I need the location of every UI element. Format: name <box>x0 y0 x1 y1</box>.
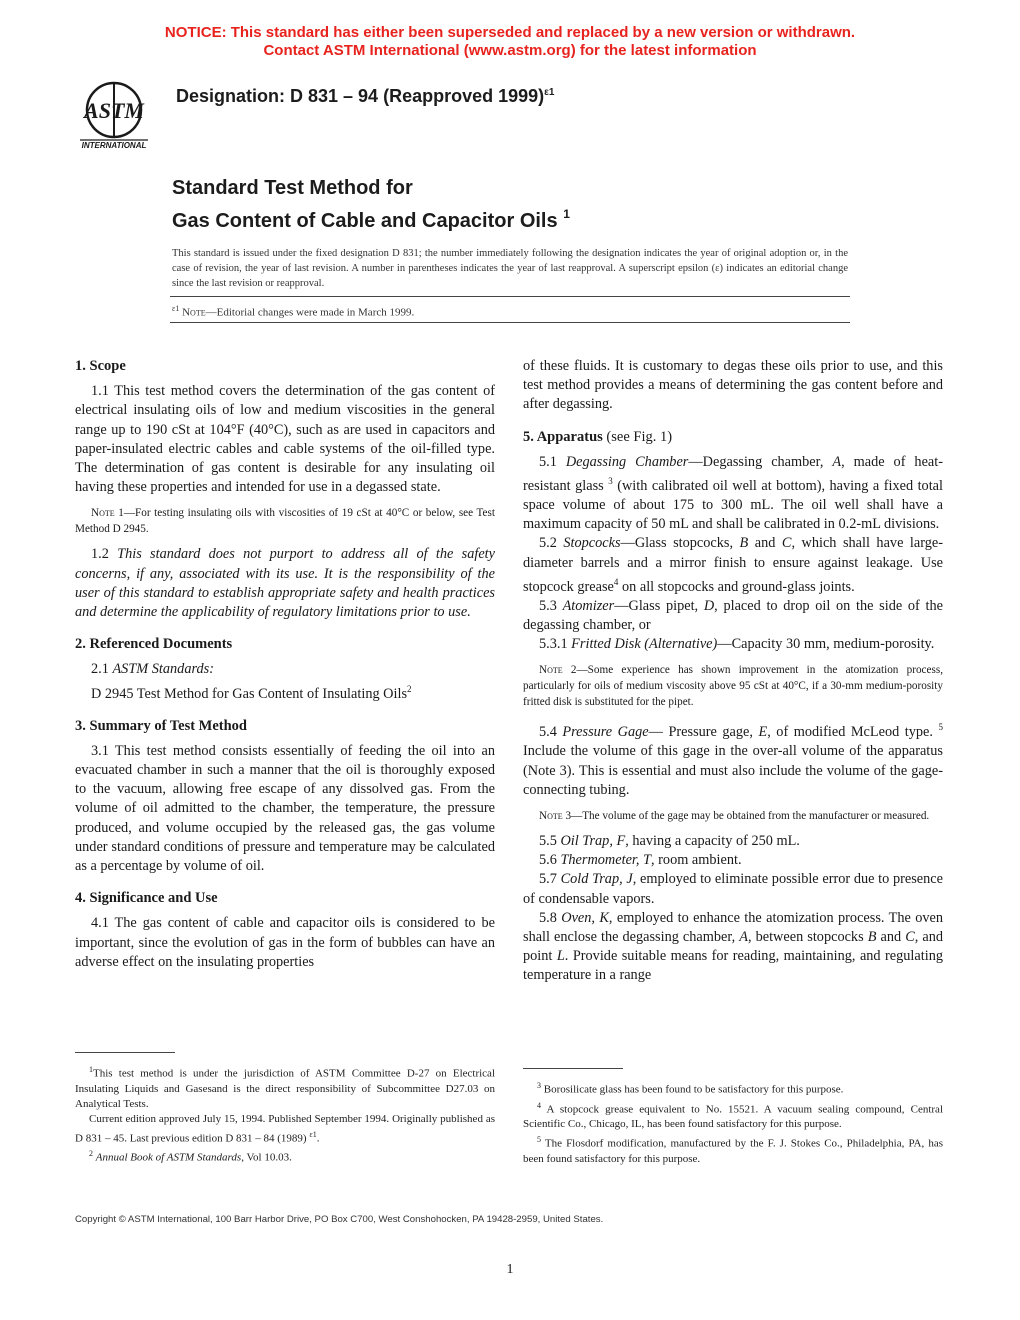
section-5-4-b: , of modified McLeod type. <box>767 724 939 741</box>
section-5-4 <box>523 718 943 800</box>
notice-line-1: NOTICE: This standard has either been superseded and replaced by a new version or withdrawn. <box>164 24 856 41</box>
section-2-1-num: 2.1 <box>91 661 113 678</box>
section-5-7-term: Cold Trap, J <box>560 871 633 888</box>
section-5-2-sup: 4 <box>613 576 619 587</box>
section-1-1: 1.1 This test method covers the determination of the gas content of electrical insulating oils of low and medium viscosities in the general range up to 190 cSt at 104°F (40°C), such as are used in capacitors and paper-insulated electric cables and cable systems of the oil-filled type. The determination of gas content is desirable for any insulating oil having these properties and intended for use in a degassed state. <box>75 383 495 496</box>
footnote-rule-right <box>523 1068 623 1069</box>
footnotes-left <box>75 1062 495 1166</box>
section-5-heading-text: 5. Apparatus <box>523 428 603 445</box>
section-5-5-term: Oil Trap, F <box>560 832 626 849</box>
section-5-2-a: —Glass stopcocks, <box>620 535 740 552</box>
section-5-2-var-b: B <box>739 535 749 552</box>
footnote-2 <box>75 1146 495 1166</box>
section-5-6-a: , room ambient. <box>651 852 742 869</box>
section-1-2-num: 1.2 <box>91 546 118 563</box>
designation-sup: ε1 <box>544 87 555 98</box>
footnote-4-text: A stopcock grease equivalent to No. 15521. A vacuum sealing compound, Central Scientific Co., Chicago, IL, has been found satisfactory for this purpose. <box>523 1103 943 1131</box>
footnote-5-text: The Flosdorf modification, manufactured by the F. J. Stokes Co., Philadelphia, PA, has been found satisfactory for this purpose. <box>523 1137 943 1165</box>
section-5-8-d: . Provide suitable means for reading, maintaining, and regulating temperature in a range <box>523 948 943 984</box>
footnote-5 <box>523 1132 943 1167</box>
footnote-3-text: Borosilicate glass has been found to be satisfactory for this purpose. <box>541 1083 844 1096</box>
section-5-3-var: D <box>703 597 715 614</box>
section-5-7 <box>523 870 943 908</box>
copyright-line: Copyright © ASTM International, 100 Barr Harbor Drive, PO Box C700, West Conshohocken, PA 19428-2959, United States. <box>75 1214 604 1225</box>
section-5-heading <box>523 428 943 447</box>
reference-d2945-sup: 2 <box>407 683 412 694</box>
section-5-2-term: Stopcocks <box>563 535 621 552</box>
footnote-4 <box>523 1098 943 1133</box>
footnote-3 <box>523 1078 943 1098</box>
section-5-3-1-a: —Capacity 30 mm, medium-porosity. <box>717 636 935 653</box>
section-5-3-1 <box>523 635 943 654</box>
footnote-1 <box>75 1062 495 1112</box>
note-2 <box>523 662 943 710</box>
section-5-3-1-term: Fritted Disk (Alternative) <box>571 636 718 653</box>
astm-logo <box>64 76 164 152</box>
section-5-8-term: Oven, K <box>561 909 609 926</box>
logo-subtext: INTERNATIONAL <box>81 141 147 150</box>
section-4-1: 4.1 The gas content of cable and capacitor oils is considered to be important, since the evolution of gas in the form of bubbles can have an adverse effect on the insulating properties <box>75 915 495 970</box>
section-3-1: 3.1 This test method consists essentially of feeding the oil into an evacuated chamber in such a manner that the oil is thoroughly exposed to the vacuum, allowing free escape of any dissolved gas. From the volume of oil admitted to the chamber, the temperature, the pressure produced, and volume occupied by the released gas, the gas volume under standard conditions of pressure and temperature may be calculated as a percentage by volume of oil. <box>75 742 495 875</box>
section-5-4-num: 5.4 <box>539 724 563 741</box>
footnote-1-sup: 1 <box>89 1065 93 1074</box>
footnote-5-sup: 5 <box>537 1135 541 1145</box>
section-1-2-text: This standard does not purport to address all of the safety concerns, if any, associated with its use. It is the responsibility of the user of this standard to establish appropriate safety and health practices and determine the applicability of regulatory limitations prior to use. <box>75 546 495 621</box>
section-5-1 <box>523 453 943 535</box>
section-5-4-c: Include the volume of this gage in the over-all volume of the apparatus (Note 3). This is essential and must also include the volume of the gage-connecting tubing. <box>523 743 943 798</box>
footnote-1b-text: Current edition approved July 15, 1994. Published September 1994. Originally published as D 831 – 45. Last previous edition D 831 – 84 (1989) <box>75 1112 495 1145</box>
astm-logo-mark <box>64 76 164 152</box>
footnote-4-sup: 4 <box>537 1100 541 1110</box>
header-rule-top <box>170 296 850 297</box>
section-2-heading: 2. Referenced Documents <box>75 636 233 653</box>
section-5-2 <box>523 534 943 596</box>
section-2-1 <box>75 660 495 679</box>
section-5-1-term: Degassing Chamber <box>565 453 689 470</box>
logo-letters: ASTM <box>84 98 144 123</box>
editorial-label: Note <box>182 306 206 319</box>
section-5-1-b: , made of heat-resistant glass <box>523 453 943 494</box>
designation-text: Designation: D 831 – 94 (Reapproved 1999) <box>176 86 545 106</box>
section-5-3-term: Atomizer <box>562 597 615 614</box>
section-3-heading: 3. Summary of Test Method <box>75 717 247 734</box>
section-5-1-var: A <box>832 453 842 470</box>
footnote-1b <box>75 1112 495 1147</box>
footnote-2-title: Annual Book of ASTM Standards <box>95 1151 242 1164</box>
section-1-2 <box>75 545 495 622</box>
section-5-8-var-a: A <box>739 928 748 945</box>
section-5-2-c: on all stopcocks and ground-glass joints. <box>618 578 855 595</box>
footnote-2-text: , Vol 10.03. <box>241 1151 292 1164</box>
section-5-8-a: , employed to enhance the atomization process. The oven shall enclose the degassing chamber, <box>523 909 943 945</box>
section-5-3-a: —Glass pipet, <box>614 597 704 614</box>
section-5-7-num: 5.7 <box>539 871 561 888</box>
section-5-8-c: , and point <box>523 928 944 965</box>
section-5-1-num: 5.1 <box>539 453 566 470</box>
title-line-2: Gas Content of Cable and Capacitor Oils <box>172 210 558 232</box>
footnote-rule-left <box>75 1052 175 1053</box>
note-1-label: Note <box>91 507 115 520</box>
section-5-8-and: and <box>876 928 906 945</box>
page-number: 1 <box>506 1262 514 1277</box>
section-5-4-var: E <box>758 724 768 741</box>
note-3-label: Note <box>539 809 563 822</box>
section-4-heading: 4. Significance and Use <box>75 890 218 907</box>
note-3-text: 3—The volume of the gage may be obtained from the manufacturer or measured. <box>562 809 930 822</box>
footnote-1-text: This test method is under the jurisdiction of ASTM Committee D-27 on Electrical Insulating Liquids and Gasesand is the direct responsibility of Subcommittee D27.03 on Analytical Tests. <box>75 1067 495 1110</box>
designation <box>176 86 554 107</box>
document-title <box>172 175 570 234</box>
section-5-4-term: Pressure Gage <box>562 724 649 741</box>
section-5-8 <box>523 909 943 986</box>
section-5-2-var-c: C <box>781 535 792 552</box>
section-5-6-num: 5.6 <box>539 852 561 869</box>
issuance-statement: This standard is issued under the fixed designation D 831; the number immediately following the designation indicates the year of original adoption or, in the case of revision, the year of last revision. A number in parentheses indicates the year of last reapproval. A superscript epsilon (ε) indicates an editorial change since the last revision or reapproval. <box>172 248 848 289</box>
section-5-8-var-l: L <box>556 948 565 965</box>
note-1-text: 1—For testing insulating oils with viscosities of 19 cSt at 40°C or below, see Test Method D 2945. <box>75 507 495 536</box>
section-5-2-num: 5.2 <box>539 535 564 552</box>
section-5-5-num: 5.5 <box>539 832 561 849</box>
section-5-3-1-num: 5.3.1 <box>539 636 572 653</box>
section-5-3-b: , placed to drop oil on the side of the degassing chamber, or <box>523 597 943 633</box>
note-2-label: Note <box>539 664 563 677</box>
section-2-1-text: ASTM Standards: <box>112 661 214 678</box>
footnotes-right <box>523 1078 943 1167</box>
title-line-1: Standard Test Method for <box>172 177 413 199</box>
title-sup: 1 <box>563 207 570 221</box>
section-5-1-sup: 3 <box>608 476 613 487</box>
editorial-note <box>172 304 414 319</box>
section-5-4-sup: 5 <box>938 722 943 733</box>
withdrawal-notice <box>0 24 1020 60</box>
section-5-2-and: and <box>748 535 782 552</box>
note-1 <box>75 505 495 537</box>
notice-line-2: Contact ASTM International (www.astm.org) for the latest information <box>263 42 757 59</box>
left-column <box>75 357 495 972</box>
section-5-8-num: 5.8 <box>539 909 562 926</box>
reference-d2945 <box>75 680 495 704</box>
section-5-5-a: , having a capacity of 250 mL. <box>625 832 800 849</box>
footnote-2-sup: 2 <box>89 1149 93 1159</box>
section-5-3 <box>523 597 943 635</box>
section-5-1-a: —Degassing chamber, <box>688 453 833 470</box>
section-5-1-c: (with calibrated oil well at bottom), having a fixed total space volume of about 175 to 300 mL. The oil well shall have a maximum capacity of 50 mL and shall be calibrated in 0.2-mL divisions. <box>523 477 943 533</box>
section-1-heading: 1. Scope <box>75 358 126 374</box>
footnote-1b-sup: ε1 <box>309 1129 317 1139</box>
section-5-5 <box>523 832 943 851</box>
footnote-1b-end: . <box>316 1132 320 1145</box>
section-5-8-var-b: B <box>867 928 877 945</box>
footnote-3-sup: 3 <box>537 1081 541 1090</box>
section-5-4-a: — Pressure gage, <box>648 724 759 741</box>
reference-d2945-text: D 2945 Test Method for Gas Content of Insulating Oils <box>91 685 408 702</box>
header-rule-bottom <box>170 322 850 323</box>
section-5-heading-suffix: (see Fig. 1) <box>602 428 673 445</box>
note-3 <box>523 808 943 824</box>
section-5-7-a: , employed to eliminate possible error due to presence of condensable vapors. <box>523 871 943 907</box>
section-5-6 <box>523 851 943 870</box>
section-5-8-b: , between stopcocks <box>747 928 868 945</box>
section-5-2-b: , which shall have large-diameter barrels and a mirror finish to ensure against leakage. Use stopcock grease <box>523 535 943 595</box>
section-5-3-num: 5.3 <box>539 597 563 614</box>
note-2-text: 2—Some experience has shown improvement in the atomization process, particularly for oils of medium viscosity above 95 cSt at 40°C, if a 30-mm medium-porosity fritted disk is substituted for the pipet. <box>523 664 943 709</box>
section-5-8-var-c: C <box>905 928 915 945</box>
section-5-6-term: Thermometer, T <box>560 852 652 869</box>
section-4-1-continued: of these fluids. It is customary to degas these oils prior to use, and this test method provides a means of determining the gas content before and after degassing. <box>523 358 943 413</box>
editorial-text: —Editorial changes were made in March 1999. <box>205 306 415 319</box>
editorial-sup: ε1 <box>172 304 180 313</box>
right-column <box>523 357 943 986</box>
